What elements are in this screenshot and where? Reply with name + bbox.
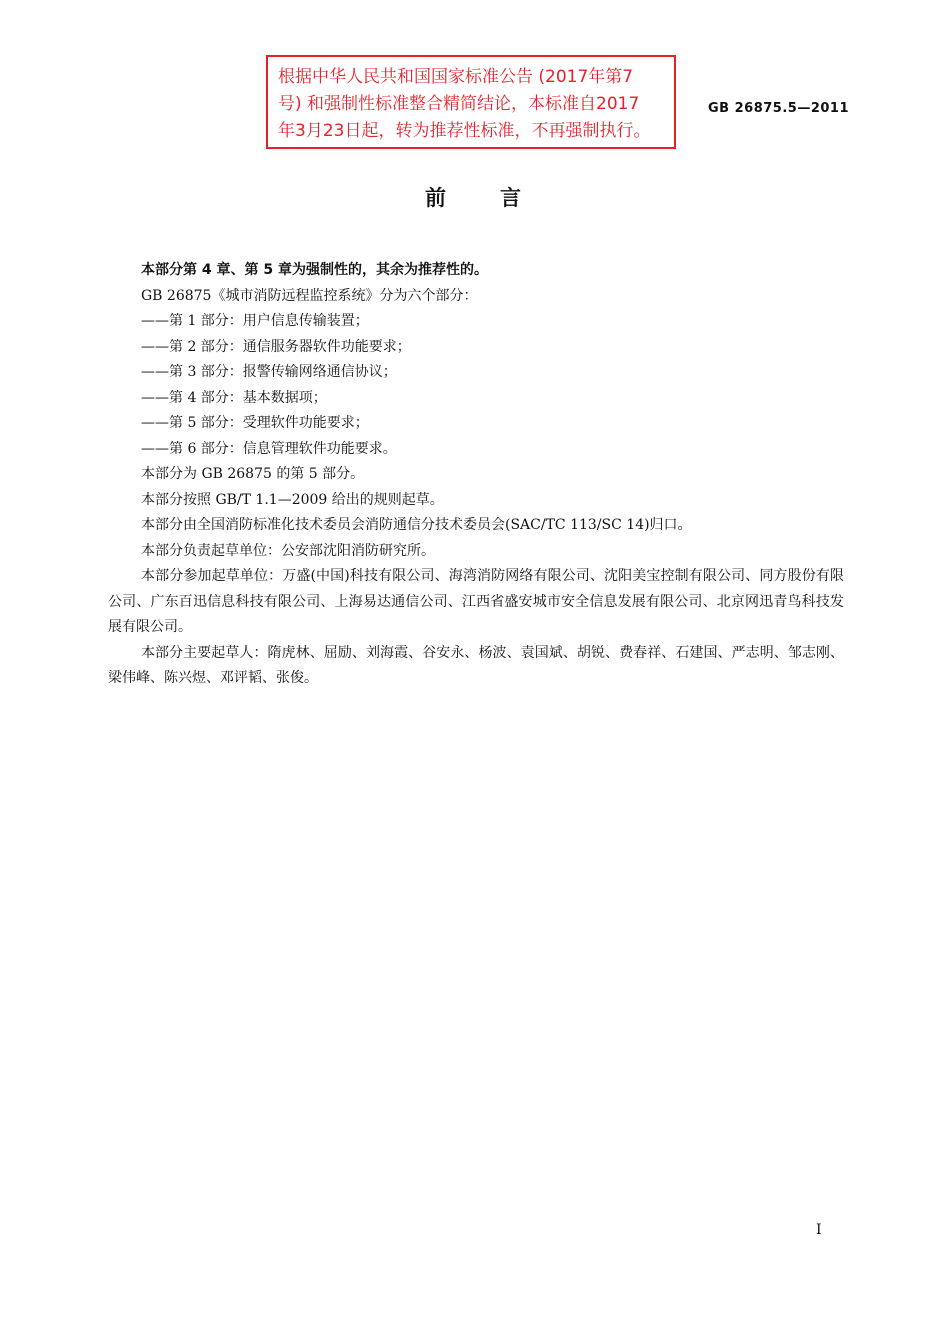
- mandatory-status-notice: [266, 55, 676, 149]
- paragraph: 本部分由全国消防标准化技术委员会消防通信分技术委员会(SAC/TC 113/SC 14)归口。: [141, 517, 692, 533]
- part-list-item: ——第 2 部分：通信服务器软件功能要求；: [141, 338, 411, 355]
- paragraph: 本部分负责起草单位：公安部沈阳消防研究所。: [141, 542, 435, 559]
- part-list-item: ——第 1 部分：用户信息传输装置；: [141, 313, 369, 329]
- part-list-item: ——第 4 部分：基本数据项；: [141, 389, 327, 406]
- part-list-item: ——第 6 部分：信息管理软件功能要求。: [141, 440, 397, 457]
- mandatory-clause-paragraph: 本部分第 4 章、第 5 章为强制性的，其余为推荐性的。: [141, 262, 488, 278]
- paragraph: GB 26875《城市消防远程监控系统》分为六个部分：: [141, 287, 478, 304]
- paragraph: 本部分主要起草人：隋虎林、屈励、刘海霞、谷安永、杨波、袁国斌、胡锐、费春祥、石建国、严志明、邹志刚、梁伟峰、陈兴煜、邓评韬、张俊。: [108, 644, 844, 686]
- notice-line: 号) 和强制性标准整合精简结论，本标准自2017: [278, 94, 640, 114]
- notice-line: 根据中华人民共和国国家标准公告 (2017年第7: [278, 67, 634, 87]
- paragraph: 本部分按照 GB/T 1.1—2009 给出的规则起草。: [141, 491, 444, 508]
- part-list-item: ——第 5 部分：受理软件功能要求；: [141, 415, 369, 431]
- standard-number: GB 26875.5—2011: [708, 101, 849, 116]
- page-number: I: [816, 1222, 822, 1238]
- notice-line: 年3月23日起，转为推荐性标准，不再强制执行。: [278, 121, 651, 141]
- part-list-item: ——第 3 部分：报警传输网络通信协议；: [141, 364, 397, 380]
- paragraph: 本部分参加起草单位：万盛(中国)科技有限公司、海湾消防网络有限公司、沈阳美宝控制有限公司、同方股份有限公司、广东百迅信息科技有限公司、上海易达通信公司、江西省盛安城市安全信息发展有限公司、北京网迅青鸟科技发展有限公司。: [108, 568, 844, 635]
- page-title: 前言: [425, 186, 575, 210]
- paragraph: 本部分为 GB 26875 的第 5 部分。: [141, 466, 365, 482]
- foreword-body: [108, 258, 844, 692]
